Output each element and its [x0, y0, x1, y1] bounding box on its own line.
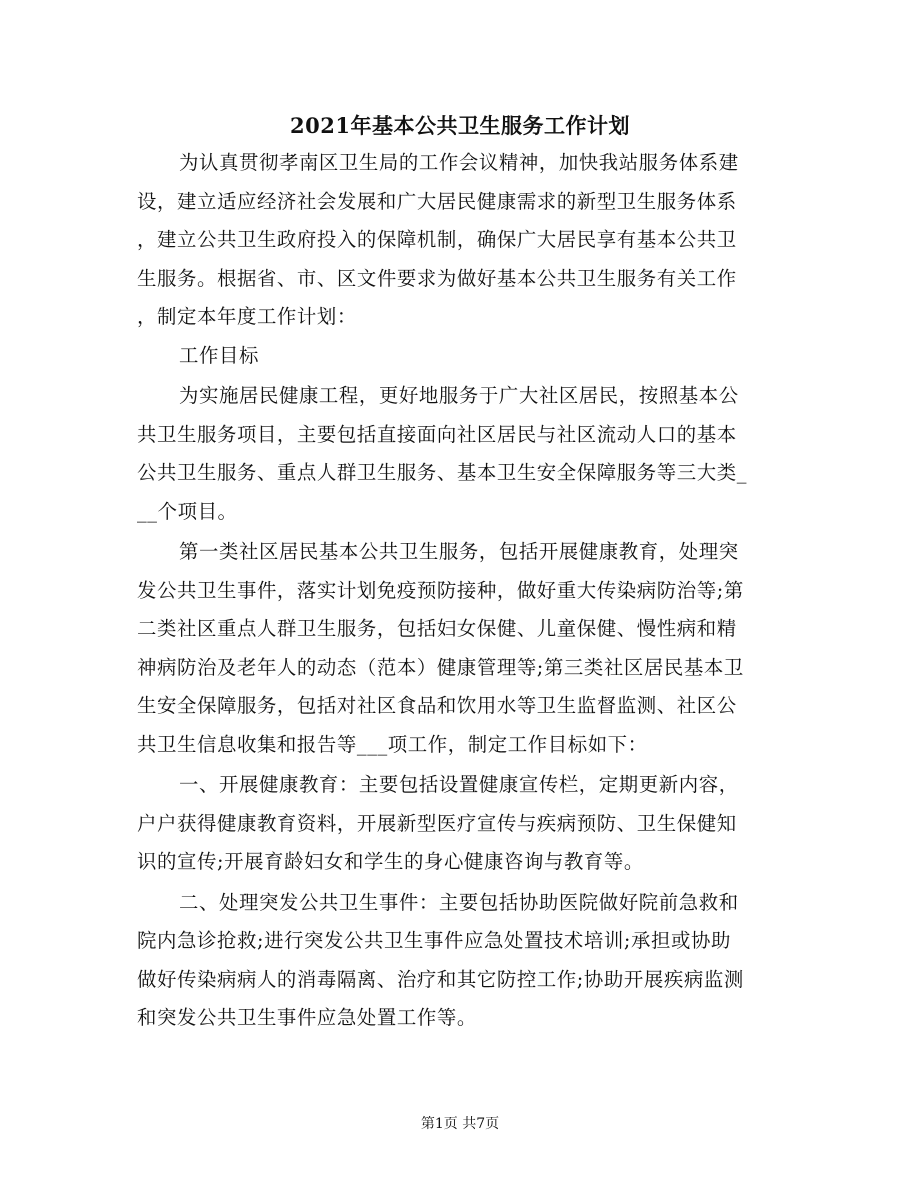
- body-line: 共卫生信息收集和报告等___项工作，制定工作目标如下：: [137, 732, 648, 756]
- document-title: 2021年基本公共卫生服务工作计划: [290, 113, 630, 138]
- body-line: 公共卫生服务、重点人群卫生服务、基本卫生安全保障服务等三大类_: [137, 461, 748, 484]
- body-line: 二、处理突发公共卫生事件：主要包括协助医院做好院前急救和: [179, 890, 739, 914]
- body-line: 二类社区重点人群卫生服务，包括妇女保健、儿童保健、慢性病和精: [137, 617, 737, 640]
- body-line: 第一类社区居民基本公共卫生服务，包括开展健康教育，处理突: [179, 540, 739, 563]
- body-line: 设，建立适应经济社会发展和广大居民健康需求的新型卫生服务体系: [137, 189, 737, 213]
- body-line: 和突发公共卫生事件应急处置工作等。: [137, 1006, 477, 1029]
- body-line: 为实施居民健康工程，更好地服务于广大社区居民，按照基本公: [179, 384, 739, 407]
- body-line: ，制定本年度工作计划：: [137, 305, 357, 328]
- body-line: 一、开展健康教育：主要包括设置健康宣传栏，定期更新内容，: [179, 773, 739, 796]
- body-line: 发公共卫生事件，落实计划免疫预防接种，做好重大传染病防治等;第: [137, 578, 744, 602]
- body-line: 做好传染病病人的消毒隔离、治疗和其它防控工作;协助开展疾病监测: [137, 967, 744, 991]
- body-line: 共卫生服务项目，主要包括直接面向社区居民与社区流动人口的基本: [137, 422, 737, 446]
- body-line: 识的宣传;开展育龄妇女和学生的身心健康咨询与教育等。: [137, 850, 644, 873]
- body-line: 生服务。根据省、市、区文件要求为做好基本公共卫生服务有关工作: [137, 266, 737, 290]
- section-heading: 工作目标: [179, 343, 259, 367]
- document-body: [137, 144, 782, 1038]
- body-line: 神病防治及老年人的动态（范本）健康管理等;第三类社区居民基本卫: [137, 655, 744, 679]
- page-number-footer: 第1页 共7页: [420, 1116, 500, 1132]
- body-line: ，建立公共卫生政府投入的保障机制，确保广大居民享有基本公共卫: [137, 228, 737, 251]
- body-line: 院内急诊抢救;进行突发公共卫生事件应急处置技术培训;承担或协助: [137, 929, 731, 952]
- body-line: 为认真贯彻孝南区卫生局的工作会议精神，加快我站服务体系建: [179, 151, 739, 174]
- body-line: 生安全保障服务，包括对社区食品和饮用水等卫生监督监测、社区公: [137, 694, 737, 717]
- body-line: __个项目。: [137, 499, 238, 523]
- body-line: 户户获得健康教育资料，开展新型医疗宣传与疾病预防、卫生保健知: [137, 811, 737, 835]
